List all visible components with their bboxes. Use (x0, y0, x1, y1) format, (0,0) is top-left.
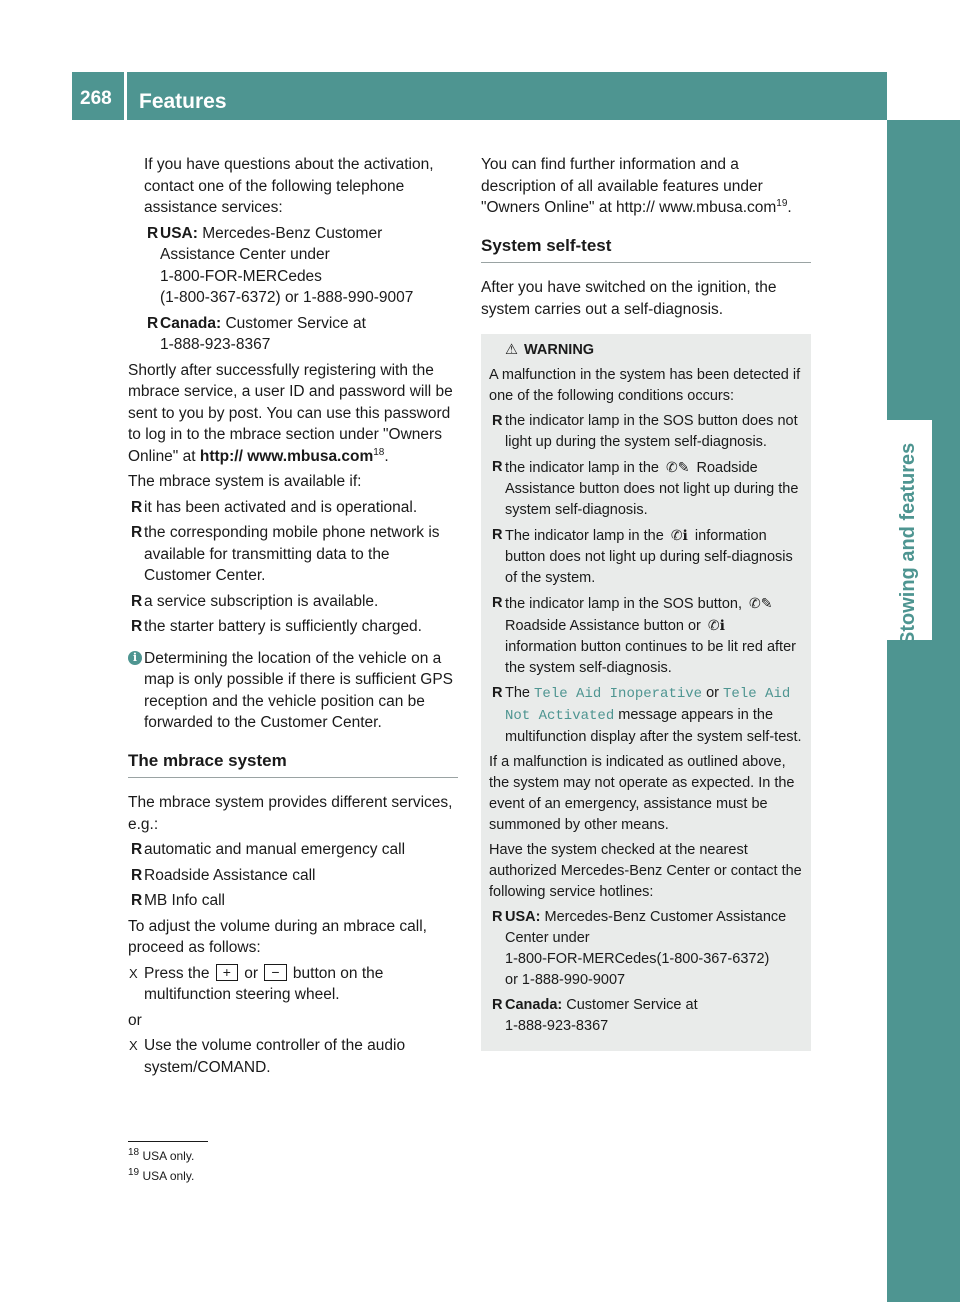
side-strip (887, 120, 960, 1302)
warning-paragraph: If a malfunction is indicated as outlined above, the system may not operate as expected. In the event of an emergency, assistance must be summoned by other means. (489, 754, 795, 833)
owners-online-link[interactable]: http:// www.mbusa.com (199, 447, 374, 465)
step-item: X Use the volume controller of the audio system/COMAND. (129, 1037, 406, 1076)
bullet-icon: R (492, 527, 503, 543)
list-item: R the indicator lamp in the SOS button, ✆✎ Roadside Assistance button or ✆ℹ information button continues to be lit red after the system self-diagnosis. (492, 595, 796, 676)
contact-list (128, 223, 458, 356)
bullet-icon: R (131, 892, 143, 909)
list-item: R The indicator lamp in the ✆ℹ information button does not light up during self-diagnosis of the system. (492, 527, 793, 586)
bullet-icon: R (492, 595, 503, 611)
services-intro: The mbrace system provides different services, e.g.: (128, 794, 453, 833)
warning-icon: ⚠ (505, 342, 518, 358)
information-button-icon: ✆ℹ (707, 617, 725, 633)
arrow-icon: X (129, 1038, 138, 1053)
list-item: R Canada: Customer Service at 1-888-923-8367 (492, 997, 698, 1034)
left-column (128, 154, 458, 1082)
list-item: R USA: Mercedes-Benz Customer Assistance Center under 1-800-FOR-MERCedes (1-800-367-6372) or 1-888-990-9007 (147, 224, 414, 306)
bullet-icon: R (492, 909, 503, 925)
activation-intro: If you have questions about the activation, contact one of the following telephone assistance services: (144, 156, 434, 216)
info-note: i Determining the location of the vehicle on a map is only possible if there is sufficient GPS reception and the vehicle position can be forwarded to the Customer Center. (128, 648, 458, 734)
header-divider (124, 72, 127, 120)
bullet-icon: R (131, 592, 143, 610)
list-item: R the indicator lamp in the SOS button does not light up during the system self-diagnosis. (492, 413, 798, 450)
bullet-icon: R (131, 618, 143, 635)
services-list (128, 839, 458, 912)
display-message: Tele Aid Inoperative (534, 686, 703, 702)
list-item: R the indicator lamp in the ✆✎ Roadside Assistance button does not light up during the system self-diagnosis. (492, 459, 799, 518)
bullet-icon: R (131, 841, 143, 858)
warning-title: WARNING (524, 342, 595, 358)
list-item: R The Tele Aid Inoperative or Tele Aid Not Activated message appears in the multifunction display after the system self-test. (492, 685, 802, 745)
warning-box (481, 334, 811, 1051)
or-text: or (128, 1011, 142, 1029)
availability-intro: The mbrace system is available if: (128, 473, 362, 490)
volume-steps (128, 963, 458, 1006)
bullet-icon: R (131, 866, 143, 884)
list-item: R Canada: Customer Service at 1-888-923-8367 (147, 314, 366, 353)
page-number: 268 (80, 88, 112, 109)
right-column (481, 154, 811, 1051)
minus-key-icon: − (264, 964, 286, 981)
roadside-assistance-icon: ✆✎ (665, 459, 690, 475)
bullet-icon: R (147, 314, 159, 332)
display-message: Tele Aid Not Activated (505, 686, 791, 724)
footnotes (128, 1146, 194, 1186)
section-title: Features (139, 90, 227, 113)
list-item: R automatic and manual emergency call (128, 839, 458, 861)
plus-key-icon: + (216, 964, 238, 981)
info-icon: i (128, 651, 142, 665)
bullet-icon: R (147, 224, 159, 242)
arrow-icon: X (129, 965, 138, 981)
list-item: R Roadside Assistance call (128, 865, 458, 887)
list-item: R MB Info call (128, 890, 458, 912)
step-item: X Press the + or − button on the multifunction steering wheel. (129, 963, 384, 1003)
hotline-list (489, 907, 803, 1037)
warning-paragraph: Have the system checked at the nearest authorized Mercedes-Benz Center or contact the following service hotlines: (489, 842, 802, 900)
footnote: $^{19}$ USA only. (128, 1167, 195, 1183)
list-item: R it has been activated and is operational. (128, 497, 458, 519)
list-item: R the corresponding mobile phone network is available for transmitting data to the Customer Center. (131, 524, 440, 584)
warning-conditions (489, 411, 803, 748)
roadside-assistance-icon: ✆✎ (749, 595, 773, 611)
footnote-ref: 18 (373, 446, 385, 458)
footnote-ref: 19 (776, 197, 788, 209)
list-item: R the starter battery is sufficiently charged. (128, 616, 458, 638)
bullet-icon: R (492, 997, 503, 1013)
self-test-paragraph: After you have switched on the ignition, the system carries out a self-diagnosis. (481, 279, 777, 318)
list-item: R USA: Mercedes-Benz Customer Assistance Center under 1-800-FOR-MERCedes(1-800-367-6372) or 1-888-990-9007 (492, 909, 787, 988)
bullet-icon: R (492, 685, 503, 701)
subhead-self-test: System self-test (481, 235, 811, 264)
bullet-icon: R (492, 413, 503, 429)
availability-list (128, 497, 458, 638)
warning-intro: A malfunction in the system has been detected if one of the following conditions occurs: (489, 367, 801, 404)
information-button-icon: ✆ℹ (670, 527, 688, 543)
more-info-paragraph: You can find further information and a description of all available features under "Owners Online" at http:// www.mbusa.com$^{19}$. (481, 156, 792, 216)
bullet-icon: R (492, 459, 503, 475)
volume-steps-alt (128, 1035, 458, 1078)
side-marker (887, 1036, 932, 1113)
volume-intro: To adjust the volume during an mbrace call, proceed as follows: (128, 917, 427, 956)
bullet-icon: R (131, 498, 143, 516)
footnote: $^{18}$ USA only. (128, 1147, 195, 1163)
registration-paragraph: Shortly after successfully registering with the mbrace service, a user ID and password will be sent to you by post. You can use this password to log in to the mbrace section under "Owners Online" at http:// www.mbusa.com$^{18}$. (128, 361, 453, 465)
footnote-rule (128, 1141, 208, 1142)
subhead-mbrace-system: The mbrace system (128, 750, 458, 779)
list-item: R a service subscription is available. (128, 591, 458, 613)
warning-header (489, 340, 803, 361)
bullet-icon: R (131, 524, 143, 541)
